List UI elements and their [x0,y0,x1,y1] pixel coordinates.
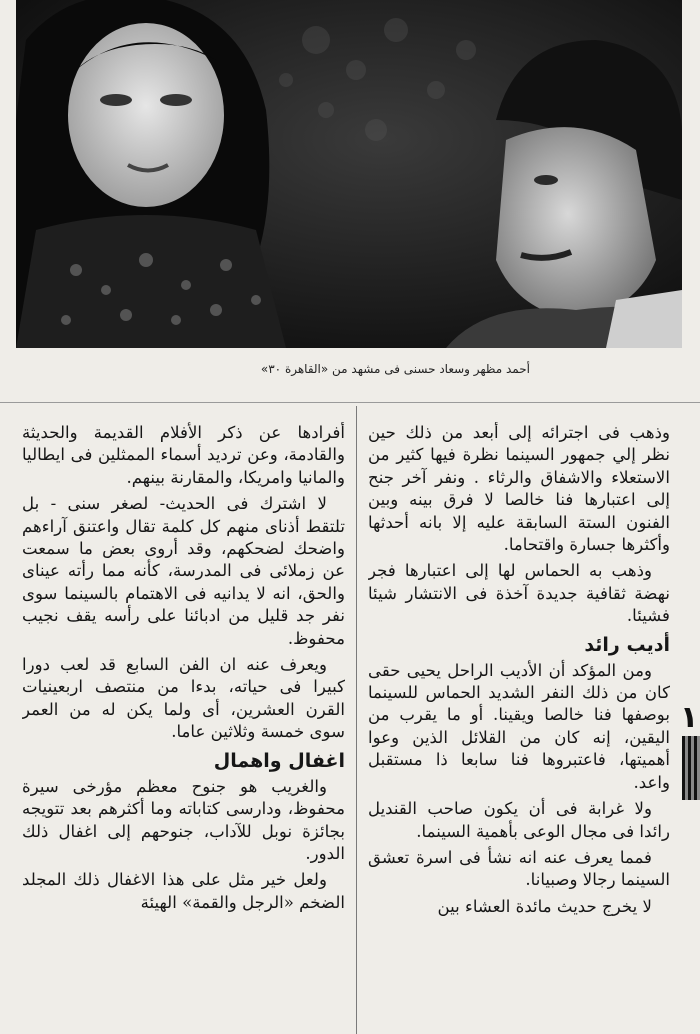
paragraph: لا اشترك فى الحديث- لصغر سنى - بل تلتقط أذناى منهم كل كلمة تقال واعتنق آراءهم واضحك لضحكهم، وقد أروى بعض ما سمعت عن زملائى فى المدرسة، كأنه مما رأته عيناى والحق، انه لا يدانيه فى الاهتمام بالسينما سوى نفر جد قليل من ادبائنا على رأسه يقف نجيب محفوظ. [22,494,345,648]
article-column-left [22,422,345,1034]
section-heading: اغفال واهمال [213,749,345,772]
paragraph: ولعل خير مثل على هذا الاغفال ذلك المجلد الضخم «الرجل والقمة» الهيئة [22,870,345,912]
film-still-photo [16,0,682,348]
page-number: ١ [680,700,699,735]
paragraph: ويعرف عنه ان الفن السابع قد لعب دورا كبيرا فى حياته، بدءا من منتصف اربعينيات القرن العشرين، أى ولما يكن له من العمر سوى خمسة وثلاثين عاما. [22,655,345,742]
photo-caption: أحمد مظهر وسعاد حسنى فى مشهد من «القاهرة ٣٠» [260,362,530,376]
paragraph: ولا غرابة فى أن يكون صاحب القنديل رائدا فى مجال الوعى بأهمية السينما. [368,799,670,841]
paragraph: أفرادها عن ذكر الأفلام القديمة والحديثة والقادمة، وعن ترديد أسماء الممثلين فى ايطاليا والمانيا وامريكا، والمقارنة بينهم. [22,423,345,487]
article-column-right [368,422,670,1034]
page-marker-bar [682,736,700,800]
paragraph: فمما يعرف عنه انه نشأ فى اسرة تعشق السينما رجالا وصبيانا. [368,847,670,890]
paragraph: وذهب به الحماس لها إلى اعتبارها فجر نهضة ثقافية جديدة آخذة فى الانتشار شيئا فشيئا. [368,561,670,626]
paragraph: ومن المؤكد أن الأديب الراحل يحيى حقى كان من ذلك النفر الشديد الحماس للسينما بوصفها فنا خالصا ويقينا. أو ما يقرب من اليقين، إنه كان من القلائل الذين وعوا أهميتها، فاعتبروها فنا سابعا ذا مستقبل واعد. [368,660,670,792]
paragraph: والغريب هو جنوح معظم مؤرخى سيرة محفوظ، ودارسى كتاباته وما أكثرهم بعد تتويجه بجائزة نوبل للآداب، جنوحهم إلى اغفال ذلك الدور. [22,776,345,863]
paragraph: وذهب فى اجترائه إلى أبعد من ذلك حين نظر إلي جمهور السينما نظرة فيها كثير من الاستعلاء والاشفاق والرثاء . ونفر آخر جنح إلى اعتبارها فنا خالصا لا فرق بينه وبين الفنون الستة السابقة عليه إلا بانه أحدثها وأكثرها جسارة واقتحاما. [368,423,670,555]
section-heading: أديب رائد [584,633,670,656]
paragraph: لا يخرج حديث مائدة العشاء بين [437,896,652,916]
column-divider [356,406,357,1034]
separator-line [0,402,700,403]
